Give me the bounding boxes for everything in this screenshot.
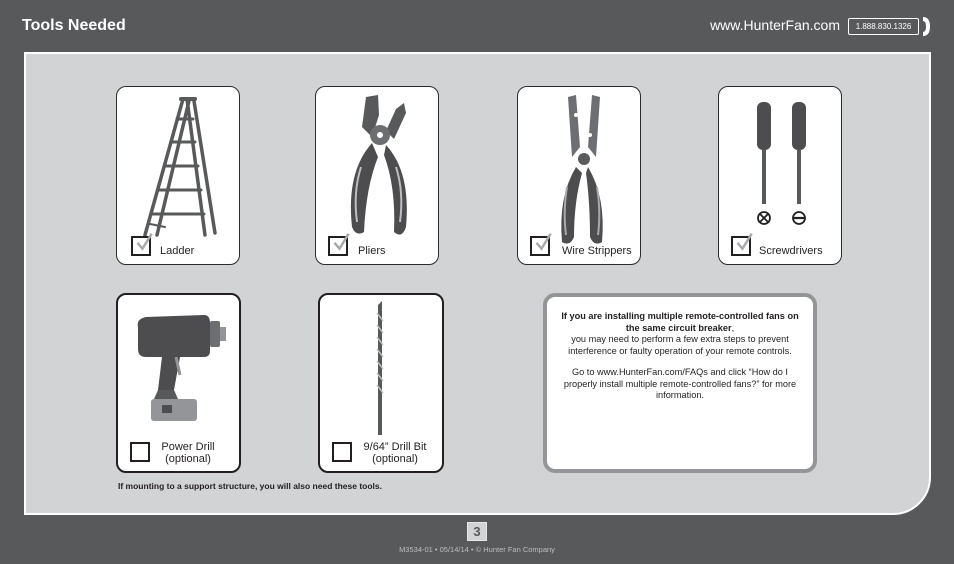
drill-bit-optional: (optional) — [372, 453, 418, 465]
notice-faq: Go to www.HunterFan.com/FAQs and click “How do I properly install multiple remote-controlled fans?” for more information. — [563, 367, 797, 400]
tool-label-wire-strippers: Wire Strippers — [562, 245, 632, 257]
tool-label-screwdrivers: Screwdrivers — [759, 245, 823, 257]
website-url[interactable]: www.HunterFan.com — [710, 17, 840, 33]
tool-card-wire-strippers — [517, 86, 641, 265]
tool-card-power-drill — [116, 293, 241, 473]
tool-card-drill-bit — [318, 293, 444, 473]
drill-bit-name: 9/64” Drill Bit — [363, 441, 427, 453]
support-structure-note: If mounting to a support structure, you will also need these tools. — [118, 481, 382, 491]
check-icon — [332, 230, 352, 254]
tool-card-pliers — [315, 86, 439, 265]
footer-doc-info: M3534-01 • 05/14/14 • © Hunter Fan Company — [399, 545, 555, 554]
check-icon — [735, 230, 755, 254]
notice-headline-comma: , — [731, 322, 735, 333]
check-icon — [534, 230, 554, 254]
notice-body: you may need to perform a few extra steps to prevent interference or faulty operation of your remote controls. — [568, 334, 792, 356]
tool-label-ladder: Ladder — [160, 245, 195, 257]
power-drill-optional: (optional) — [165, 453, 211, 465]
tool-card-screwdrivers — [718, 86, 842, 265]
tool-label-power-drill — [156, 441, 220, 465]
notice-headline: If you are installing multiple remote-controlled fans on the same circuit breaker — [561, 311, 799, 333]
multiple-fans-notice — [543, 293, 817, 473]
power-drill-name: Power Drill — [161, 441, 215, 453]
power-drill-checkbox[interactable] — [130, 442, 150, 462]
phone-number: 1.888.830.1326 — [848, 18, 919, 35]
page-number: 3 — [467, 522, 487, 541]
drill-bit-checkbox[interactable] — [332, 442, 352, 462]
tool-label-pliers: Pliers — [358, 245, 386, 257]
tool-card-ladder — [116, 86, 240, 265]
phone-handset-icon — [921, 16, 931, 37]
check-icon — [135, 230, 155, 254]
page-title: Tools Needed — [22, 17, 126, 34]
tool-label-drill-bit — [356, 441, 434, 465]
